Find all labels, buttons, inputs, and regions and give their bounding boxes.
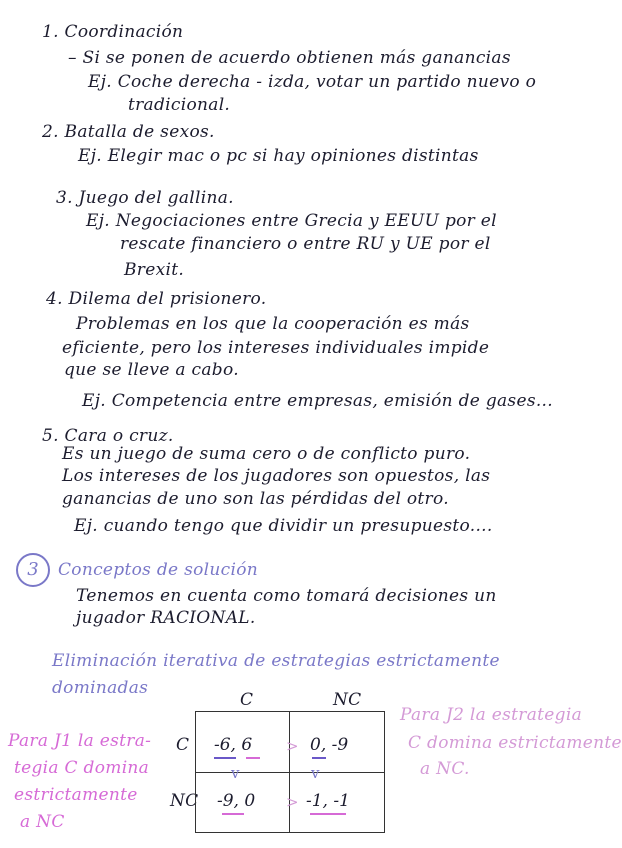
payoff-nc-nc: -1, -1 (306, 791, 350, 811)
dominance-arrow-row-nc: > (286, 793, 299, 811)
item-5-line-2: Los intereses de los jugadores son opuestos, las (62, 466, 491, 486)
item-3-title: 3. Juego del gallina. (56, 188, 234, 208)
item-1-title: 1. Coordinación (42, 22, 184, 42)
item-3-line-3: Brexit. (124, 260, 185, 280)
note-right-line-2: C domina estrictamente (408, 733, 622, 753)
row-header-nc: NC (170, 791, 199, 811)
dominance-check-nc: v (311, 764, 320, 782)
item-4-line-2: eficiente, pero los intereses individuales impide (62, 338, 490, 358)
underline-c-c-j2 (246, 757, 260, 759)
item-4-title: 4. Dilema del prisionero. (46, 289, 267, 309)
underline-nc-nc (310, 813, 346, 815)
underline-c-nc-j1 (312, 757, 326, 759)
item-1-line-3: tradicional. (128, 95, 231, 115)
underline-nc-c-j2 (222, 813, 244, 815)
item-4-line-1: Problemas en los que la cooperación es más (76, 314, 470, 334)
matrix-divider-horizontal (195, 772, 385, 773)
item-1-line-2: Ej. Coche derecha - izda, votar un partido nuevo o (88, 72, 537, 92)
item-4-line-3: que se lleve a cabo. (64, 360, 239, 380)
underline-c-c-j1 (214, 757, 236, 759)
item-3-line-1: Ej. Negociaciones entre Grecia y EEUU por el (86, 211, 497, 231)
elimination-line-1: Eliminación iterativa de estrategias estrictamente (52, 651, 500, 671)
note-left-line-4: a NC (20, 812, 65, 832)
payoff-nc-c: -9, 0 (217, 791, 256, 811)
payoff-c-nc: 0, -9 (310, 735, 349, 755)
item-1-line-1: – Si se ponen de acuerdo obtienen más ganancias (68, 48, 511, 68)
note-right-line-1: Para J2 la estrategia (400, 705, 583, 725)
col-header-nc: NC (333, 690, 362, 710)
item-3-line-2: rescate financiero o entre RU y UE por el (120, 234, 491, 254)
item-4-line-4: Ej. Competencia entre empresas, emisión de gases... (82, 391, 553, 411)
dominance-arrow-row-c: > (286, 737, 299, 755)
item-5-line-3: ganancias de uno son las pérdidas del otro. (62, 489, 449, 509)
note-left-line-2: tegia C domina (14, 758, 150, 778)
item-2-line-1: Ej. Elegir mac o pc si hay opiniones distintas (78, 146, 479, 166)
item-2-title: 2. Batalla de sexos. (42, 122, 215, 142)
elimination-line-2: dominadas (52, 678, 149, 698)
note-left-line-3: estrictamente (14, 785, 138, 805)
section-3-line-1: Tenemos en cuenta como tomará decisiones un (76, 586, 497, 606)
section-number-circle: 3 (16, 553, 50, 587)
payoff-c-c: -6, 6 (214, 735, 253, 755)
item-5-line-4: Ej. cuando tengo que dividir un presupuesto.... (74, 516, 493, 536)
dominance-check-c: v (231, 764, 240, 782)
section-3-line-2: jugador RACIONAL. (76, 608, 256, 628)
note-right-line-3: a NC. (420, 759, 470, 779)
col-header-c: C (240, 690, 254, 710)
section-3-heading: Conceptos de solución (58, 560, 258, 580)
item-5-title: 5. Cara o cruz. (42, 426, 174, 446)
note-left-line-1: Para J1 la estra- (8, 731, 152, 751)
row-header-c: C (176, 735, 190, 755)
item-5-line-1: Es un juego de suma cero o de conflicto puro. (62, 444, 471, 464)
